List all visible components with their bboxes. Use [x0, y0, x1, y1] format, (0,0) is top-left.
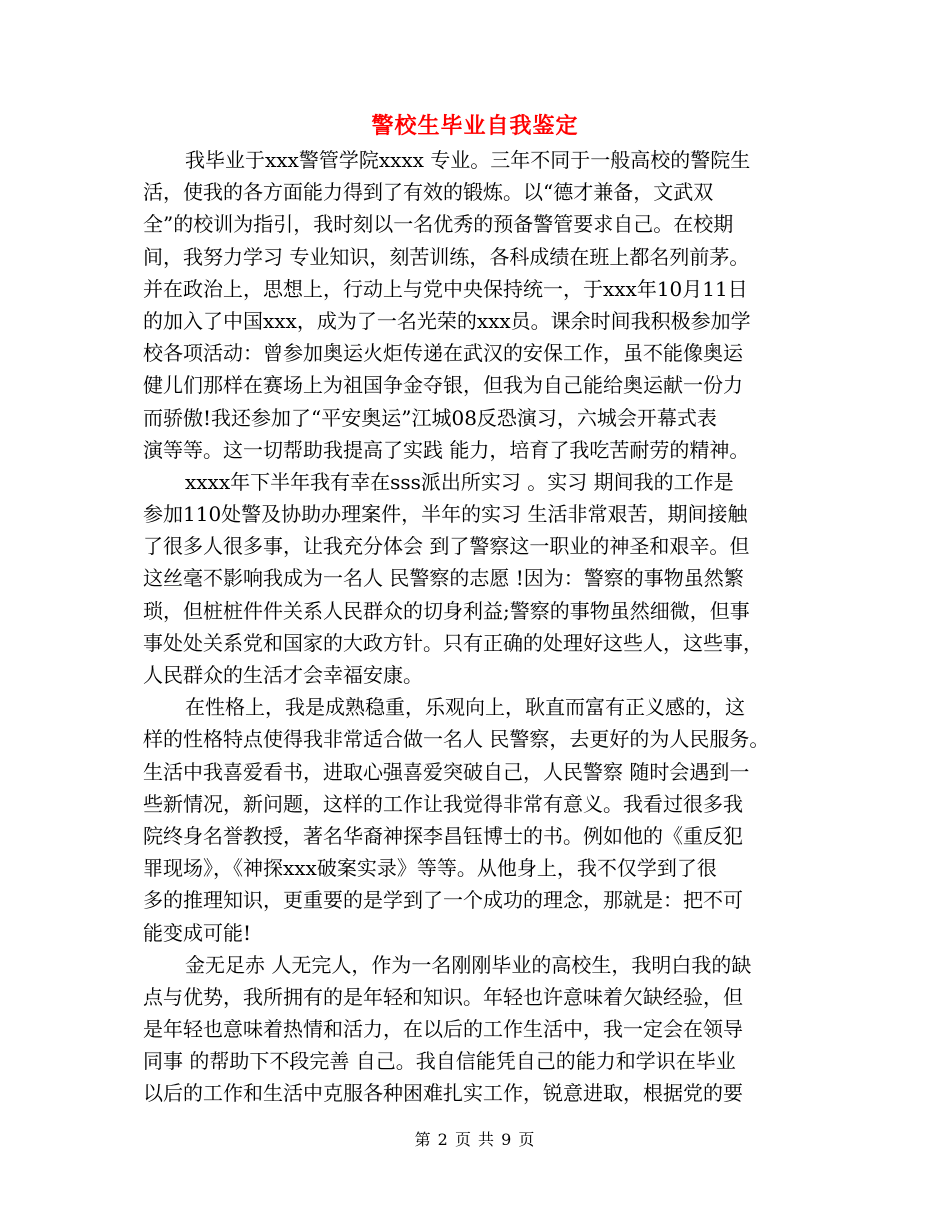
body-line: 是年轻也意味着热情和活力，在以后的工作生活中，我一定会在领导: [143, 1017, 743, 1042]
body-line: 多的推理知识，更重要的是学到了一个成功的理念，那就是：把不可: [143, 888, 743, 913]
body-line: 院终身名誉教授，著名华裔神探李昌钰博士的书。例如他的《重反犯: [143, 823, 743, 848]
body-line: 全”的校训为指引，我时刻以一名优秀的预备警管要求自己。在校期: [143, 212, 734, 237]
body-line: 并在政治上，思想上，行动上与党中央保持统一，于xxx年10月11日: [143, 276, 748, 301]
body-line: 样的性格特点使得我非常适合做一名人 民警察，去更好的为人民服务。: [143, 727, 770, 752]
page-footer: 第 2 页 共 9 页: [414, 1130, 536, 1149]
body-line: 事处处关系党和国家的大政方针。只有正确的处理好这些人，这些事，: [143, 630, 763, 655]
document-title: 警校生毕业自我鉴定: [371, 113, 579, 139]
body-line: 人民群众的生活才会幸福安康。: [143, 663, 423, 687]
body-line: 的加入了中国xxx，成为了一名光荣的xxx员。课余时间我积极参加学: [143, 308, 751, 333]
body-line: 间，我努力学习 专业知识，刻苦训练，各科成绩在班上都名列前茅。: [143, 244, 750, 269]
body-line: 能变成可能!: [143, 920, 252, 945]
document-body: [143, 144, 823, 1110]
body-line: 罪现场》，《神探xxx破案实录》等等。从他身上，我不仅学到了很: [143, 856, 717, 881]
body-line: 演等等。这一切帮助我提高了实践 能力，培育了我吃苦耐劳的精神。: [143, 437, 750, 462]
body-line: 以后的工作和生活中克服各种困难扎实工作，锐意进取，根据党的要: [143, 1081, 743, 1106]
body-line: 参加110处警及协助办理案件，半年的实习 生活非常艰苦，期间接触: [143, 502, 748, 527]
body-line: 而骄傲!我还参加了“平安奥运”江城08反恐演习，六城会开幕式表: [143, 405, 717, 430]
body-line: 生活中我喜爱看书，进取心强喜爱突破自己，人民警察 随时会遇到一: [143, 759, 750, 784]
body-line: 在性格上，我是成熟稳重，乐观向上，耿直而富有正义感的，这: [185, 695, 745, 720]
body-line: 校各项活动：曾参加奥运火炬传递在武汉的安保工作，虽不能像奥运: [143, 341, 743, 366]
body-line: 金无足赤 人无完人，作为一名刚刚毕业的高校生，我明白我的缺: [185, 952, 752, 977]
body-line: 这丝毫不影响我成为一名人 民警察的志愿 !因为：警察的事物虽然繁: [143, 566, 744, 591]
body-line: 健儿们那样在赛场上为祖国争金夺银，但我为自己能给奥运献一份力: [143, 373, 743, 398]
body-line: 我毕业于xxx警管学院xxxx 专业。三年不同于一般高校的警院生: [185, 148, 751, 172]
body-line: 些新情况，新问题，这样的工作让我觉得非常有意义。我看过很多我: [143, 791, 743, 816]
body-line: 活，使我的各方面能力得到了有效的锻炼。以“德才兼备，文武双: [143, 180, 714, 205]
body-line: 同事 的帮助下不段完善 自己。我自信能凭自己的能力和学识在毕业: [143, 1049, 736, 1074]
body-line: 了很多人很多事，让我充分体会 到了警察这一职业的神圣和艰辛。但: [143, 534, 750, 559]
body-line: 点与优势，我所拥有的是年轻和知识。年轻也许意味着欠缺经验，但: [143, 984, 743, 1009]
body-line: xxxx年下半年我有幸在sss派出所实习 。实习 期间我的工作是: [185, 469, 734, 494]
body-line: 琐，但桩桩件件关系人民群众的切身利益;警察的事物虽然细微，但事: [143, 598, 750, 623]
